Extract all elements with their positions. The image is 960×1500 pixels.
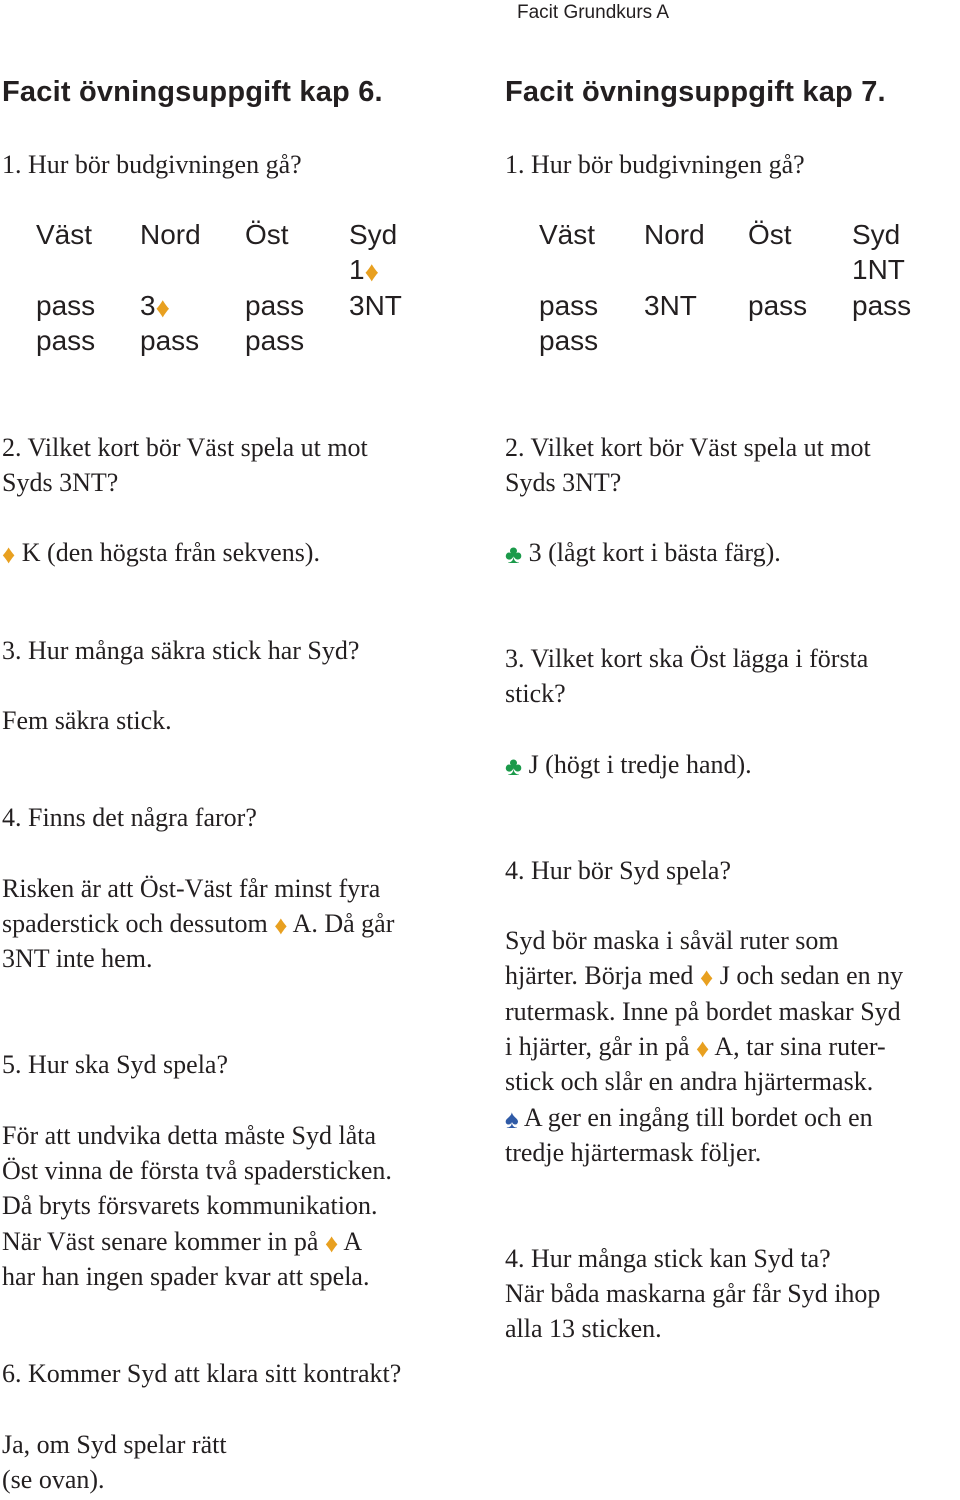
club-icon: ♣ <box>505 540 523 569</box>
left-q5: 5. Hur ska Syd spela? <box>2 1050 229 1079</box>
diamond-icon: ♦ <box>364 256 379 287</box>
right-q5-line3: alla 13 sticken. <box>505 1314 662 1343</box>
left-q6: 6. Kommer Syd att klara sitt kontrakt? <box>2 1359 402 1388</box>
right-q1: 1. Hur bör budgivningen gå? <box>505 150 805 179</box>
right-a2: ♣ 3 (lågt kort i bästa färg). <box>505 535 781 572</box>
right-q5-line2: När båda maskarna går får Syd ihop <box>505 1279 881 1308</box>
left-bid-vast-3: pass <box>36 325 96 356</box>
left-bid-syd-1: 1♦ <box>349 252 379 290</box>
right-a4-line1: Syd bör maska i såväl ruter som <box>505 926 839 955</box>
diamond-icon: ♦ <box>696 1034 710 1063</box>
right-q4: 4. Hur bör Syd spela? <box>505 856 732 885</box>
left-a5-line5: har han ingen spader kvar att spela. <box>2 1262 370 1291</box>
left-a3: Fem säkra stick. <box>2 706 172 735</box>
left-q2-line2: Syds 3NT? <box>2 468 119 497</box>
left-col-ost: Öst <box>245 219 289 250</box>
right-a4-line5: stick och slår en andra hjärtermask. <box>505 1067 874 1096</box>
right-q2-line2: Syds 3NT? <box>505 468 622 497</box>
left-a5-line1: För att undvika detta måste Syd låta <box>2 1121 377 1150</box>
right-bid-vast-3: pass <box>539 325 599 356</box>
left-a4-line2: spaderstick och dessutom ♦ A. Då går <box>2 906 394 943</box>
left-q3: 3. Hur många säkra stick har Syd? <box>2 636 360 665</box>
left-bid-nord-2: 3♦ <box>140 288 170 326</box>
club-icon: ♣ <box>505 752 523 781</box>
left-q2-line1: 2. Vilket kort bör Väst spela ut mot <box>2 433 368 462</box>
right-bid-vast-2: pass <box>539 290 599 321</box>
page-header: Facit Grundkurs A <box>517 2 670 23</box>
spade-icon: ♠ <box>505 1105 519 1134</box>
left-a6-line2: (se ovan). <box>2 1465 105 1494</box>
left-col-vast: Väst <box>36 219 93 250</box>
left-col-syd: Syd <box>349 219 398 250</box>
left-col-nord: Nord <box>140 219 201 250</box>
left-bid-vast-2: pass <box>36 290 96 321</box>
right-bid-nord-2: 3NT <box>644 290 697 321</box>
left-a5-line4: När Väst senare kommer in på ♦ A <box>2 1224 362 1261</box>
right-q3-line1: 3. Vilket kort ska Öst lägga i första <box>505 644 869 673</box>
right-bid-syd-1: 1NT <box>852 254 905 285</box>
right-q2-line1: 2. Vilket kort bör Väst spela ut mot <box>505 433 871 462</box>
right-heading: Facit övningsuppgift kap 7. <box>505 76 886 108</box>
right-col-vast: Väst <box>539 219 596 250</box>
right-q5-line1: 4. Hur många stick kan Syd ta? <box>505 1244 831 1273</box>
left-a5-line3: Då bryts försvarets kommunikation. <box>2 1191 378 1220</box>
left-bid-nord-3: pass <box>140 325 200 356</box>
left-q1: 1. Hur bör budgivningen gå? <box>2 150 302 179</box>
left-bid-syd-2: 3NT <box>349 290 402 321</box>
right-bid-syd-2: pass <box>852 290 912 321</box>
right-bid-ost-2: pass <box>748 290 808 321</box>
right-col-syd: Syd <box>852 219 901 250</box>
diamond-icon: ♦ <box>155 292 170 323</box>
left-heading: Facit övningsuppgift kap 6. <box>2 76 383 108</box>
left-a5-line2: Öst vinna de första två spadersticken. <box>2 1156 392 1185</box>
right-a4-line7: tredje hjärtermask följer. <box>505 1138 762 1167</box>
right-a3: ♣ J (högt i tredje hand). <box>505 747 752 784</box>
right-a4-line2: hjärter. Börja med ♦ J och sedan en ny <box>505 958 903 995</box>
right-a4-line6: ♠ A ger en ingång till bordet och en <box>505 1100 873 1137</box>
diamond-icon: ♦ <box>324 1229 339 1258</box>
right-col-ost: Öst <box>748 219 792 250</box>
left-bid-ost-3: pass <box>245 325 305 356</box>
left-a4-line3: 3NT inte hem. <box>2 944 153 973</box>
left-bid-ost-2: pass <box>245 290 305 321</box>
right-q3-line2: stick? <box>505 679 566 708</box>
left-a2: ♦ K (den högsta från sekvens). <box>2 535 320 572</box>
left-a6-line1: Ja, om Syd spelar rätt <box>2 1430 227 1459</box>
left-q4: 4. Finns det några faror? <box>2 803 257 832</box>
diamond-icon: ♦ <box>699 963 714 992</box>
diamond-icon: ♦ <box>274 911 288 940</box>
diamond-icon: ♦ <box>2 540 16 569</box>
right-a4-line4: i hjärter, går in på ♦ A, tar sina ruter- <box>505 1029 886 1066</box>
left-a4-line1: Risken är att Öst-Väst får minst fyra <box>2 874 381 903</box>
right-col-nord: Nord <box>644 219 705 250</box>
right-a4-line3: rutermask. Inne på bordet maskar Syd <box>505 997 901 1026</box>
